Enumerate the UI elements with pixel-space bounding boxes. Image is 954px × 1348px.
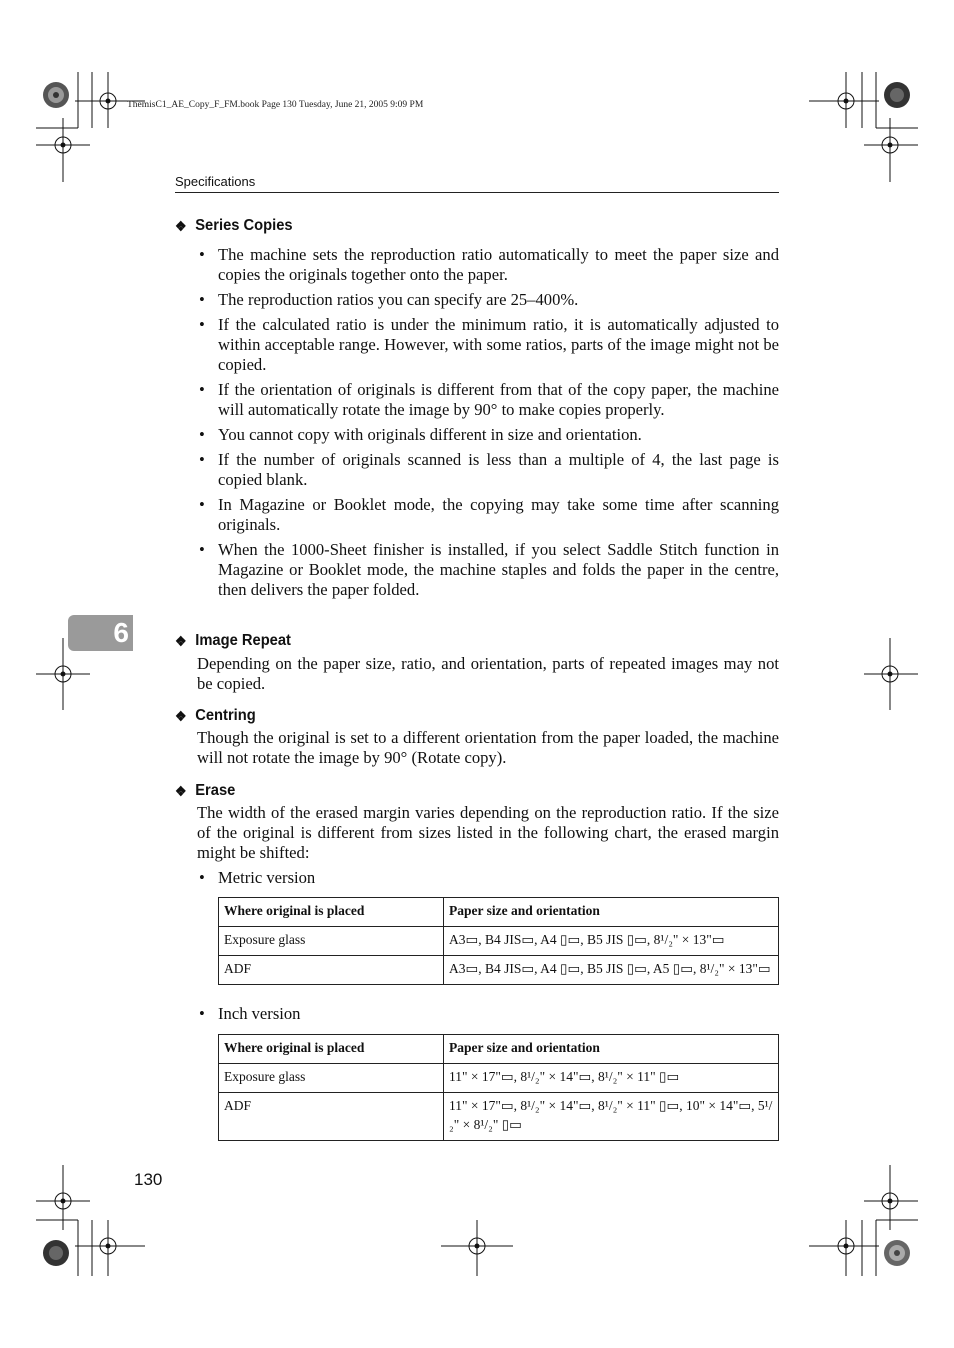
- heading-image-repeat: [175, 632, 291, 650]
- table-cell: Exposure glass: [219, 1064, 444, 1093]
- header-rule: [175, 192, 779, 193]
- table-cell: 11" × 17"▭, 8¹/₂" × 14"▭, 8¹/₂" × 11" ▯▭, 10" × 14"▭, 5¹/₂" × 8¹/₂" ▯▭: [444, 1093, 779, 1141]
- diamond-bullet-icon: ❖: [175, 782, 187, 799]
- table-header-row: [219, 898, 779, 927]
- heading-text: Series Copies: [195, 217, 293, 234]
- metric-label-list: [197, 868, 779, 893]
- table-cell: ADF: [219, 1093, 444, 1141]
- page-number: 130: [134, 1170, 163, 1189]
- erase-text: The width of the erased margin varies depending on the reproduction ratio. If the size of the original is different from sizes listed in the following chart, the erased margin might be shifted:: [197, 803, 779, 862]
- heading-erase: [175, 782, 235, 800]
- centring-text: Though the original is set to a different orientation from the paper loaded, the machine will not rotate the image by 90° (Rotate copy).: [197, 728, 779, 767]
- list-item: • The machine sets the reproduction ratio automatically to meet the paper size and copies the originals together onto the paper.: [197, 245, 779, 285]
- list-item: • Inch version: [197, 1004, 779, 1024]
- list-item: • If the number of originals scanned is less than a multiple of 4, the last page is copied blank.: [197, 450, 779, 490]
- metric-table: [218, 897, 779, 985]
- chapter-number: 6: [113, 617, 129, 648]
- chapter-tab: [68, 615, 133, 651]
- image-repeat-text: Depending on the paper size, ratio, and orientation, parts of repeated images may not be copied.: [197, 654, 779, 693]
- table-header-row: [219, 1035, 779, 1064]
- table-row: [219, 927, 779, 956]
- table-cell: 11" × 17"▭, 8¹/₂" × 14"▭, 8¹/₂" × 11" ▯▭: [444, 1064, 779, 1093]
- list-item: • Metric version: [197, 868, 779, 888]
- heading-centring: [175, 707, 256, 725]
- list-item: • If the calculated ratio is under the minimum ratio, it is automatically adjusted to within acceptable range. However, with some ratios, parts of the image might not be copied.: [197, 315, 779, 374]
- list-item: • You cannot copy with originals different in size and orientation.: [197, 425, 779, 445]
- table-row: [219, 1093, 779, 1141]
- table-cell: ADF: [219, 956, 444, 985]
- diamond-bullet-icon: ❖: [175, 217, 187, 234]
- table-cell: A3▭, B4 JIS▭, A4 ▯▭, B5 JIS ▯▭, 8¹/₂" × 13"▭: [444, 927, 779, 956]
- series-copies-list: [197, 245, 779, 605]
- running-head: Specifications: [175, 174, 256, 189]
- table-row: [219, 956, 779, 985]
- table-row: [219, 1064, 779, 1093]
- heading-text: Image Repeat: [195, 632, 291, 649]
- printer-info-line: ThemisC1_AE_Copy_F_FM.book Page 130 Tuesday, June 21, 2005 9:09 PM: [127, 100, 424, 110]
- list-item: • The reproduction ratios you can specify are 25–400%.: [197, 290, 779, 310]
- list-item: • When the 1000-Sheet finisher is installed, if you select Saddle Stitch function in Magazine or Booklet mode, the machine staples and folds the paper in the centre, then delivers the paper folded.: [197, 540, 779, 599]
- list-item: • If the orientation of originals is different from that of the copy paper, the machine will automatically rotate the image by 90° to make copies properly.: [197, 380, 779, 420]
- diamond-bullet-icon: ❖: [175, 632, 187, 649]
- table-header-cell: Where original is placed: [219, 898, 444, 927]
- heading-text: Centring: [195, 707, 256, 724]
- table-cell: A3▭, B4 JIS▭, A4 ▯▭, B5 JIS ▯▭, A5 ▯▭, 8¹/₂" × 13"▭: [444, 956, 779, 985]
- table-header-cell: Where original is placed: [219, 1035, 444, 1064]
- list-item: • In Magazine or Booklet mode, the copying may take some time after scanning originals.: [197, 495, 779, 535]
- heading-series-copies: [175, 217, 293, 235]
- diamond-bullet-icon: ❖: [175, 707, 187, 724]
- heading-text: Erase: [195, 782, 236, 799]
- inch-label-list: [197, 1004, 779, 1029]
- inch-table: [218, 1034, 779, 1141]
- table-header-cell: Paper size and orientation: [444, 1035, 779, 1064]
- table-cell: Exposure glass: [219, 927, 444, 956]
- table-header-cell: Paper size and orientation: [444, 898, 779, 927]
